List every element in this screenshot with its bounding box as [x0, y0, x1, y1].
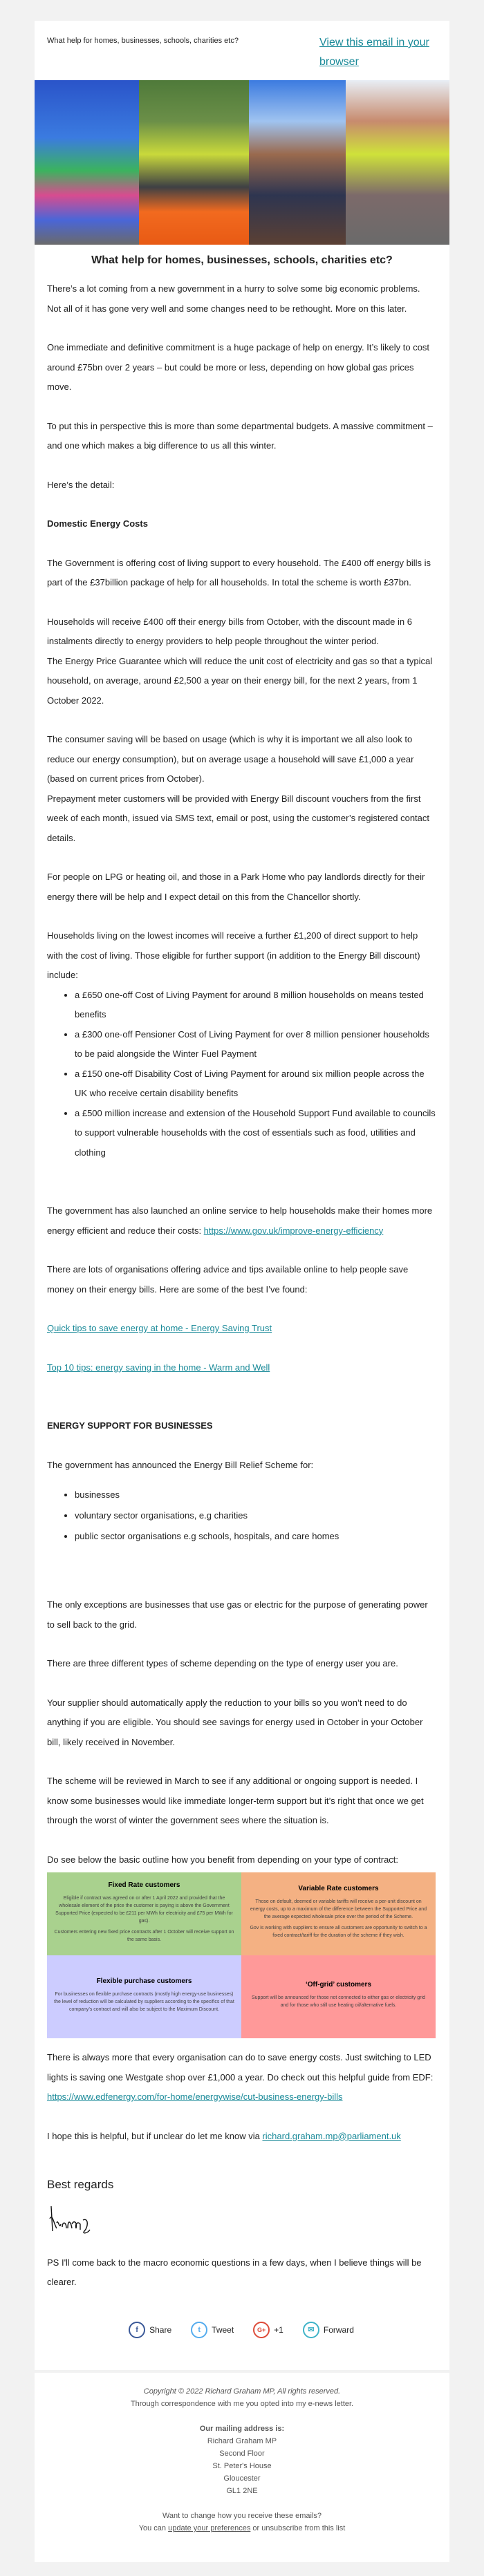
photo-litter-pick: [139, 80, 249, 245]
domestic-heading: Domestic Energy Costs: [47, 518, 148, 529]
paragraph: Prepayment meter customers will be provided with Energy Bill discount vouchers from the first week of each month, issued via SMS text, email or post, using the customer’s registered contact details.: [47, 793, 430, 843]
paragraph: Your supplier should automatically apply the reduction to your bills so you won’t need to do anything if you are eligible. You should see savings for energy used in October in your October bill, likely received in November.: [47, 1697, 423, 1747]
tweet-label: Tweet: [212, 2324, 234, 2335]
preferences-line: [35, 2522, 449, 2535]
twitter-icon: t: [191, 2322, 207, 2338]
photo-gloucester-mural: [35, 80, 139, 245]
facebook-icon: f: [129, 2322, 145, 2338]
paragraph: The scheme will be reviewed in March to see if any additional or ongoing support is needed. I know some businesses would like immediate longer-term support but it’s right that once we get through the worst of winter the government sees where the situation is.: [47, 1776, 424, 1825]
intro-paragraph: One immediate and definitive commitment is a huge package of help on energy. It’s likely to cost around £75bn over 2 years – but could be more or less, depending on how global gas prices move.: [47, 342, 430, 392]
forward-email-icon: ✉: [303, 2322, 319, 2338]
email-title: What help for homes, businesses, schools, charities etc?: [91, 254, 393, 266]
cell-text: Those on default, deemed or variable tariffs will receive a per-unit discount on energy costs, up to a maximum of the difference between the Supported Price and the average expected wholesale price over the period of the Scheme.: [250, 1899, 427, 1919]
update-preferences-link[interactable]: update your preferences: [168, 2524, 251, 2532]
paragraph: [47, 1201, 436, 1241]
forward-label: Forward: [323, 2324, 354, 2335]
preheader-row: [35, 21, 449, 80]
social-share-bar: [47, 2293, 436, 2371]
contract-types-table: [47, 1872, 436, 2038]
optin-note: Through correspondence with me you opted into my e-news letter.: [130, 2400, 354, 2408]
preheader-text: What help for homes, businesses, schools, charities etc?: [47, 37, 239, 45]
photo-ukraine-gathering: [249, 80, 346, 245]
list-item: • businesses: [75, 1485, 436, 1505]
paragraph: Do see below the basic outline how you benefit from depending on your type of contract:: [47, 1854, 399, 1865]
list-item: • a £300 one-off Pensioner Cost of Living Payment for over 8 million pensioner households to be paid alongside the Winter Fuel Payment: [75, 1025, 436, 1064]
email-link[interactable]: richard.graham.mp@parliament.uk: [262, 2130, 401, 2141]
forward-button[interactable]: [303, 2320, 354, 2340]
eligibility-list: [47, 1485, 436, 1547]
signature-image: [47, 2203, 436, 2238]
unsubscribe-link[interactable]: unsubscribe from this list: [261, 2524, 346, 2532]
fixed-rate-cell: [47, 1872, 241, 1955]
paragraph: There are three different types of scheme depending on the type of energy user you are.: [47, 1658, 398, 1668]
cell-text: Eligible if contract was agreed on or after 1 April 2022 and provided that the wholesale element of the price the customer is paying is above the Government Supported Price (expected to be £211 per MWh for electricity and £75 per MWh for gas).: [55, 1895, 233, 1924]
energy-saving-trust-link[interactable]: Quick tips to save energy at home - Energy Saving Trust: [47, 1323, 272, 1333]
preferences-question: Want to change how you receive these emails?: [162, 2512, 322, 2520]
view-in-browser-link[interactable]: View this email in your browser: [319, 37, 429, 68]
paragraph: The Energy Price Guarantee which will reduce the unit cost of electricity and gas so that a typical household, on average, around £2,500 a year on their energy bill, for the next 2 years, from 1 October 2022.: [47, 655, 433, 706]
paragraph-text: I hope this is helpful, but if unclear do let me know via: [47, 2130, 263, 2141]
off-grid-cell: [241, 1955, 436, 2038]
list-item: • public sector organisations e.g schools, hospitals, and care homes: [75, 1526, 436, 1547]
paragraph: The Government is offering cost of living support to every household. The £400 off energy bills is part of the £37billion package of help for all households. In total the scheme is worth £37bn.: [47, 557, 431, 587]
google-plus-icon: G+: [253, 2322, 270, 2338]
address-line: GL1 2NE: [226, 2487, 258, 2495]
plus-one-label: +1: [274, 2324, 283, 2335]
text: or: [250, 2524, 262, 2532]
intro-paragraph: There’s a lot coming from a new government in a hurry to solve some big economic problems. Not all of it has gone very well and some changes need to be rethought. More on this later.: [47, 283, 420, 314]
paragraph: Households will receive £400 off their energy bills from October, with the discount made in 6 instalments directly to energy providers to help people throughout the winter period.: [47, 616, 412, 646]
paragraph: [47, 2048, 436, 2107]
address-line: Richard Graham MP: [207, 2437, 277, 2445]
paragraph-text: There is always more that every organisation can do to save energy costs. Just switching to LED lights is saving one Westgate shop over £1,000 a year. Do check out this helpful guide from EDF:: [47, 2052, 434, 2083]
business-heading: ENERGY SUPPORT FOR BUSINESSES: [47, 1420, 213, 1431]
cell-text: Gov is working with suppliers to ensure all customers are opportunity to switch to a fixed contract/tariff for the duration of the scheme if they wish.: [250, 1926, 427, 1938]
cell-title: Flexible purchase customers: [96, 1977, 192, 1985]
share-label: Share: [149, 2324, 172, 2335]
email-content: [35, 279, 449, 2370]
paragraph: The only exceptions are businesses that use gas or electric for the purpose of generating power to sell back to the grid.: [47, 1599, 428, 1630]
link-paragraph: [47, 1319, 436, 1339]
cell-title: Variable Rate customers: [298, 1885, 379, 1892]
support-list: [47, 986, 436, 1163]
email-container: [35, 0, 449, 2576]
paragraph: The government has announced the Energy Bill Relief Scheme for:: [47, 1459, 314, 1470]
list-item: • a £500 million increase and extension of the Household Support Fund available to councils to support vulnerable households with the cost of essentials such as food, utilities and clothing: [75, 1104, 436, 1163]
paragraph: Households living on the lowest incomes will receive a further £1,200 of direct support to help with the cost of living. Those eligible for further support (in addition to the Energy Bill discount) include:: [47, 930, 420, 980]
cell-title: Fixed Rate customers: [108, 1881, 180, 1889]
paragraph: [47, 2127, 436, 2147]
address-line: Second Floor: [219, 2450, 265, 2458]
list-item: • voluntary sector organisations, e.g charities: [75, 1505, 436, 1526]
link-paragraph: [47, 1358, 436, 1378]
photo-street-event: [346, 80, 449, 245]
text: You can: [138, 2524, 169, 2532]
cell-title: ‘Off-grid’ customers: [305, 1981, 371, 1989]
edf-guide-link[interactable]: https://www.edfenergy.com/for-home/energywise/cut-business-energy-bills: [47, 2091, 343, 2102]
address-line: St. Peter's House: [212, 2462, 272, 2470]
warm-and-well-link[interactable]: Top 10 tips: energy saving in the home - Warm and Well: [47, 1362, 270, 1373]
paragraph: For people on LPG or heating oil, and those in a Park Home who pay landlords directly for their energy there will be help and I expect detail on this from the Chancellor shortly.: [47, 872, 425, 902]
paragraph-text: The government has also launched an online service to help households make their homes more energy efficient and reduce their costs:: [47, 1205, 433, 1236]
tweet-button[interactable]: [191, 2320, 234, 2340]
gov-energy-efficiency-link[interactable]: https://www.gov.uk/improve-energy-efficiency: [203, 1225, 384, 1236]
google-plus-button[interactable]: [253, 2320, 283, 2340]
intro-paragraph: To put this in perspective this is more than some departmental budgets. A massive commitment – and one which makes a big difference to us all this winter.: [47, 420, 433, 451]
paragraph: The consumer saving will be based on usage (which is why it is important we all also look to reduce our energy consumption), but on average usage a household will save £1,000 a year (based on current prices from October).: [47, 734, 414, 784]
facebook-share-button[interactable]: [129, 2320, 171, 2340]
cell-text: Customers entering new fixed price contracts after 1 October will receive support on the same basis.: [54, 1929, 234, 1942]
hero-image-collage: [35, 80, 449, 245]
copyright: Copyright © 2022 Richard Graham MP, All rights reserved.: [143, 2387, 341, 2396]
bottom-spacer: [35, 2562, 449, 2576]
paragraph: There are lots of organisations offering advice and tips available online to help people save money on their energy bills. Here are some of the best I’ve found:: [47, 1264, 409, 1295]
address-line: Gloucester: [223, 2474, 261, 2483]
email-footer: [35, 2373, 449, 2562]
list-item: • a £150 one-off Disability Cost of Living Payment for around six million people across the UK who receive certain disability benefits: [75, 1064, 436, 1104]
intro-paragraph: Here’s the detail:: [47, 479, 115, 490]
cell-text: Support will be announced for those not connected to either gas or electricity grid and for those who still use heating oil/alternative fuels.: [252, 1995, 425, 2008]
sign-off: Best regards: [47, 2178, 114, 2191]
variable-rate-cell: [241, 1872, 436, 1955]
address-heading: Our mailing address is:: [199, 2425, 285, 2433]
email-body: [35, 21, 449, 2370]
ps-paragraph: PS I'll come back to the macro economic questions in a few days, when I believe things will be clearer.: [47, 2257, 422, 2287]
list-item: • a £650 one-off Cost of Living Payment for around 8 million households on means tested benefits: [75, 986, 436, 1025]
flexible-purchase-cell: [47, 1955, 241, 2038]
cell-text: For businesses on flexible purchase contracts (mostly high energy-use businesses) the level of reduction will be calculated by suppliers according to the specifics of that company’s contract and will also be subject to the Maximum Discount.: [54, 1991, 234, 2012]
